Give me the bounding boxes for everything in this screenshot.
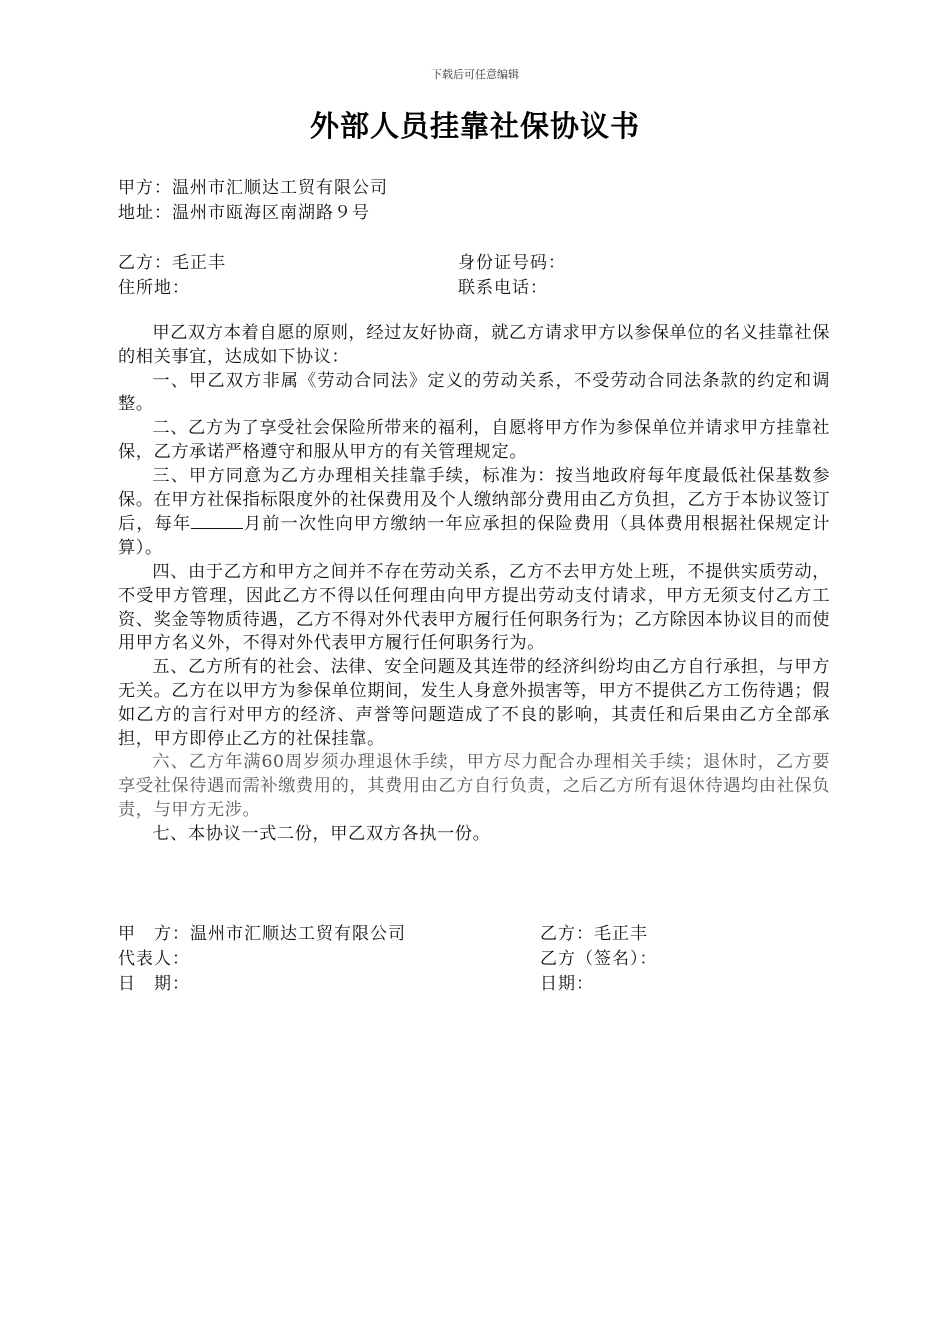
signature-date-a: 日 期： (118, 974, 190, 994)
clause-3 (118, 465, 830, 561)
signature-representative: 代表人： (118, 949, 190, 969)
clause-3-part-1: 三、甲方同意为乙方办理相关挂靠手续，标准为：按当地政府每年度最低社保基数参保。在甲方社保指标限度外的社保费用及个人缴纳部分费用由乙方负担，乙方于本协议签订后，每年 (118, 465, 830, 535)
clause-6: 六、乙方年满60周岁须办理退休手续，甲方尽力配合办理相关手续；退休时，乙方要享受社保待遇而需补缴费用的，其费用由乙方自行负责，之后乙方所有退休待遇均由社保负责，与甲方无涉。 (118, 752, 830, 820)
signature-party-a: 甲 方：温州市汇顺达工贸有限公司 (118, 924, 406, 944)
clause-2: 二、乙方为了享受社会保险所带来的福利，自愿将甲方作为参保单位并请求甲方挂靠社保，乙方承诺严格遵守和服从甲方的有关管理规定。 (118, 418, 830, 462)
header-note: 下载后可任意编辑 (431, 68, 519, 81)
party-a-address: 地址：温州市瓯海区南湖路９号 (118, 203, 370, 223)
document-title: 外部人员挂靠社保协议书 (309, 109, 640, 143)
clause-5: 五、乙方所有的社会、法律、安全问题及其连带的经济纠纷均由乙方自行承担，与甲方无关。乙方在以甲方为参保单位期间，发生人身意外损害等，甲方不提供乙方工伤待遇；假如乙方的言行对甲方的经济、声誉等问题造成了不良的影响，其责任和后果由乙方全部承担，甲方即停止乙方的社保挂靠。 (118, 657, 830, 749)
intro-paragraph: 甲乙双方本着自愿的原则，经过友好协商，就乙方请求甲方以参保单位的名义挂靠社保的相关事宜，达成如下协议： (118, 323, 830, 367)
party-a-name: 甲方：温州市汇顺达工贸有限公司 (118, 178, 388, 198)
clause-4: 四、由于乙方和甲方之间并不存在劳动关系，乙方不去甲方处上班，不提供实质劳动，不受甲方管理，因此乙方不得以任何理由向甲方提出劳动支付请求，甲方无须支付乙方工资、奖金等物质待遇，乙方不得对外代表甲方履行任何职务行为；乙方除因本协议目的而使用甲方名义外，不得对外代表甲方履行任何职务行为。 (118, 561, 830, 654)
signature-party-b-sign: 乙方（签名）： (540, 949, 658, 969)
signature-party-b: 乙方：毛正丰 (540, 924, 648, 944)
clause-3-part-2: 月前一次性向甲方缴纳一年应承担的保险费用（具体费用根据社保规定计算）。 (118, 514, 831, 559)
party-b-id-number: 身份证号码： (458, 253, 566, 273)
signature-date-b: 日期： (540, 974, 594, 994)
party-b-residence: 住所地： (118, 278, 190, 298)
month-blank (191, 512, 243, 529)
party-b-phone: 联系电话： (458, 278, 548, 298)
party-b-name: 乙方：毛正丰 (118, 253, 226, 273)
clause-1: 一、甲乙双方非属《劳动合同法》定义的劳动关系，不受劳动合同法条款的约定和调整。 (118, 370, 830, 415)
agreement-body (118, 322, 830, 847)
clause-7: 七、本协议一式二份，甲乙双方各执一份。 (152, 823, 491, 844)
